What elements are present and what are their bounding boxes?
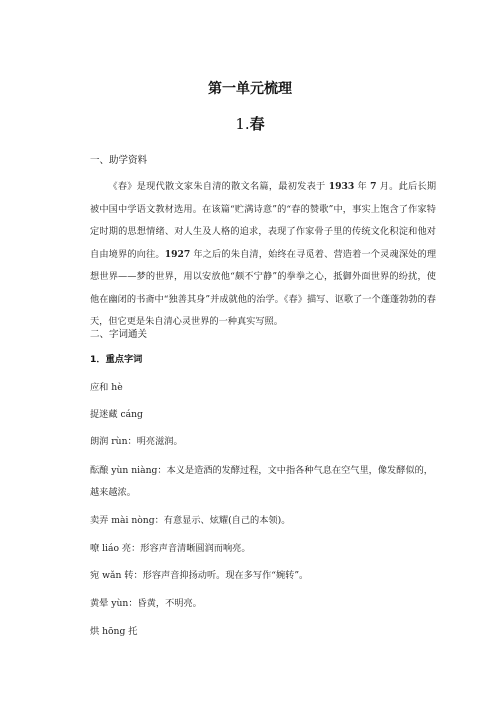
para-year-1933: 1933 [328, 181, 355, 192]
word-item: 捉迷藏 cáng [90, 409, 143, 420]
word-item: 应和 hè [90, 382, 123, 393]
word-item: 朗润 rùn：明亮滋润。 [90, 436, 183, 447]
para-month: 7 [370, 181, 377, 192]
word-item: 宛 wǎn 转：形容声音抑扬动听。现在多写作“婉转”。 [90, 570, 309, 581]
word-item: 酝酿 yùn niàng：本义是造酒的发酵过程，文中指各种气息在空气里，像发酵似的，越来越浓。 [90, 465, 433, 498]
lesson-number: 1. [235, 115, 250, 133]
word-item: 卖弄 mài nòng：有意显示、炫耀(自己的本领)。 [90, 515, 291, 526]
section-heading-vocabulary: 二、字词通关 [90, 329, 148, 340]
lesson-title [0, 113, 500, 134]
para-text-2: 年 [357, 181, 367, 192]
study-aids-paragraph [90, 176, 436, 334]
sub-heading-key-words: 1．重点字词 [90, 354, 143, 365]
word-item: 嘹 liáo 亮：形容声音清晰圆润而响亮。 [90, 543, 251, 554]
section-heading-study-aids: 一、助学资料 [90, 155, 148, 166]
para-text-4: 年之后的朱自清，始终在寻觅着、营造着一个灵魂深处的理想世界——梦的世界，用以安放他“颇不宁静”的拳拳之心，抵御外面世界的纷扰，使他在幽闭的书斋中“独善其身”并成就他的治学。《春》描写、讴歌了一个蓬蓬勃勃的春天，但它更是朱自清心灵世界的一种真实写照。 [90, 248, 437, 327]
para-text-3: 月。此后长期被中国中学语文教材选用。在该篇“贮满诗意”的“春的赞歌”中，事实上饱含了作家特定时期的思想情绪、对人生及人格的追求，表现了作家骨子里的传统文化积淀和他对自由境界的向往。 [90, 181, 437, 260]
word-item: 黄晕 yùn：昏黄，不明亮。 [90, 598, 202, 609]
para-year-1927: 1927 [164, 248, 191, 260]
para-text-1: 《春》是现代散文家朱自清的散文名篇，最初发表于 [108, 181, 326, 192]
word-item: 烘 hōng 托 [90, 626, 138, 637]
unit-title: 第一单元梳理 [208, 81, 292, 97]
lesson-name: 春 [249, 115, 265, 133]
